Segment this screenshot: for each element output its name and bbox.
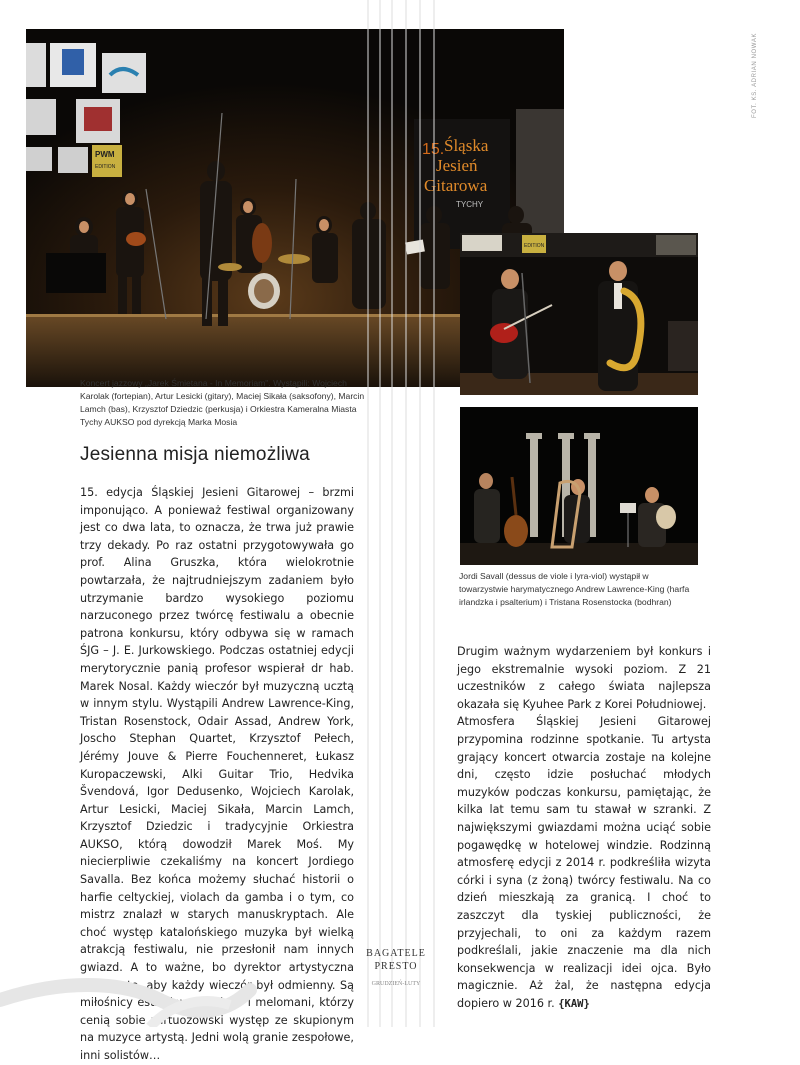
article-right-paragraph-1: Drugim ważnym wydarzeniem był konkurs i jego ekstremalnie wysoki poziom. Z 21 uczestników z całego świata najlepsza okazała się Kyuhee Park z Korei Południowej. xyxy=(457,645,711,711)
article-title: Jesienna misja niemożliwa xyxy=(80,444,310,465)
section-name: PRESTO xyxy=(374,961,418,972)
svg-text:EDITION: EDITION xyxy=(95,164,116,170)
savall-trio-photo xyxy=(460,407,698,565)
article-left-text: 15. edycja Śląskiej Jesieni Gitarowej – brzmi imponująco. A ponieważ festiwal organizowany jest co dwa lata, to oznacza, że trwa już prawie trzy dekady. Po raz ostatni przygotowywała go prof. Alina Gruszka, która wielokrotnie powtarzała, że najtrudniejszym zadaniem było utrzymanie bardzo wysokiego poziomu narzuconego przez twórcę festiwalu a obecnie patrona konkursu, który odbywa się w ramach ŚJG – J. E. Jurkowskiego. Podczas ostatniej edycji merytorycznie panią profesor wspierał dr hab. Marek Nosal. Każdy wieczór był muzyczną ucztą w innym stylu. Wystąpili Andrew Lawrence-King, Tristan Rosenstock, Odair Assad, Andrew York, Joscho Stephan Quartet, Krzysztof Pełech, Jérémy Jouve & Pierre Fouchenneret, Łukasz Kuropaczewski, Alki Guitar Trio, Hedvika Švendová, Igor Dedusenko, Wojciech Karolak, Artur Lesicki, Maciej Sikała, Marcin Lamch, Krzysztof Dziedzic i tradycyjnie Orkiestra AUKSO, którą dowodził Marek Moś. My niecierpliwie czekaliśmy na koncert Jordiego Savalla. Bez końca możemy słuchać historii o harfie celtyckiej, violach da gamba i o tym, co mistrz znalazł w starych manuskryptach. Ale choć występ katalońskiego muzyka był wielką atrakcją festiwalu, nie przesłonił nam innych gwiazd. A to ważne, bo dyrektor artystyczna dbała o to, aby każdy wieczór był odmienny. Są miłośnicy estradowego show i melomani, którzy cenią sobie wirtuozowski występ ze skupionym na muzyce artystą. Jedni wolą granie zespołowe, inni solistów… xyxy=(80,486,354,1062)
article-right-paragraph-2-text: Atmosfera Śląskiej Jesieni Gitarowej przypomina rodzinne spotkanie. Tu artysta grający koncert otwarcia zostaje na kolejne dni, często idzie posłuchać młodych muzyków podczas konkursu, pamiętając, że kilka lat temu sam tu stawał w szranki. Z największymi gwiazdami można uciąć sobie pogawędkę w hotelowej windzie. Rodzinną atmosferę edycji z 2014 r. podkreśliła wizyta córki i syna (z żoną) twórcy festiwalu. Na co dzień mieszkają za granicą. I choć to zaszczyt dla tyskiej publiczności, że przyjechali, to oni za każdym razem podkreślali, jakie znaczenie ma dla nich konsekwencja w realizacji idei ojca. Było magicznie. Aż żal, że następna edycja dopiero w 2016 r. xyxy=(457,715,711,1010)
savall-photo-caption: Jordi Savall (dessus de viole i lyra-viol) wystąpił w towarzystwie harymatycznego Andrew Lawrence-King (harfa irlandzka i psalterium) i Tristana Rosenstocka (bodhran) xyxy=(459,571,690,607)
magazine-footer xyxy=(360,948,432,988)
author-signature: {KAW} xyxy=(558,997,590,1010)
guitar-saxophone-photo xyxy=(460,233,698,395)
svg-text:Gitarowa: Gitarowa xyxy=(424,176,488,195)
photo-credit: FOT. KS. ADRIAN NOWAK xyxy=(752,32,758,118)
svg-text:EDITION: EDITION xyxy=(524,243,545,249)
svg-text:Śląska: Śląska xyxy=(444,136,489,155)
article-right-column xyxy=(457,643,711,1013)
magazine-name: BAGATELE xyxy=(366,948,426,959)
svg-text:15.: 15. xyxy=(422,141,445,158)
article-right-paragraph-2 xyxy=(457,713,711,1013)
issue-label: GRUDZIEŃ-LUTY xyxy=(371,981,421,987)
svg-text:PWM: PWM xyxy=(95,150,115,159)
svg-text:TYCHY: TYCHY xyxy=(456,200,484,209)
guitar-swoosh-decoration xyxy=(0,950,360,1027)
svg-text:Jesień: Jesień xyxy=(436,156,478,175)
main-photo-caption: Koncert jazzowy „Jarek Śmietana - In Memoriam". Wystąpili: Wojciech Karolak (fortepian), Artur Lesicki (gitary), Maciej Sikała (saksofony), Marcin Lamch (bas), Krzysztof Dziedzic (perkusja) i Orkiestra Kameralna Miasta Tychy AUKSO pod dyrekcją Marka Mosia xyxy=(80,378,365,427)
